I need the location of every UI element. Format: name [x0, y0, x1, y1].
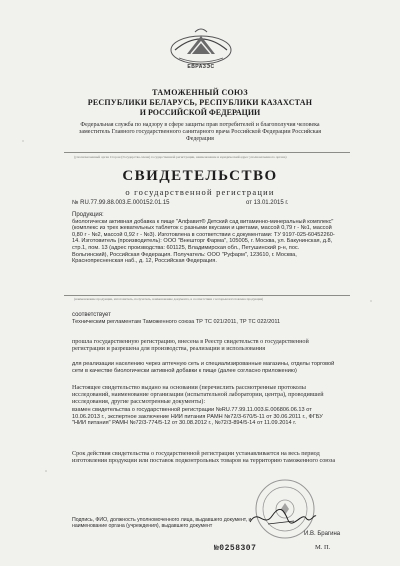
divider-line — [64, 152, 350, 153]
signature-caption: Подпись, ФИО, должность уполномоченного лица, выдавшего документ, и наименование органа (учреждения), выдавшего документ — [72, 517, 252, 529]
stamp-place-label: М. П. — [315, 544, 331, 551]
eurasec-emblem-icon — [165, 24, 237, 68]
scan-speck — [22, 140, 24, 142]
number-value: RU.77.99.88.003.Е.000152.01.15 — [80, 200, 170, 206]
document-title: СВИДЕТЕЛЬСТВО — [122, 168, 278, 184]
conformity-section — [72, 312, 336, 325]
document-subtitle: о государственной регистрации — [125, 187, 275, 197]
registration-text: прошла государственную регистрацию, внесена в Реестр свидетельств о государственной регистрации и разрешена для производства, реализации и использования — [72, 338, 309, 352]
issued-basis-intro: Настоящее свидетельство выдано на основании (перечислить рассмотренные протоколы исследований, наименование организации (испытательной лаборатории, центра), проводившей исследования, другие рассмотренные документы): — [72, 384, 324, 405]
product-section — [72, 212, 336, 265]
issued-basis-documents: взамен свидетельства о государственной регистрации №RU.77.99.11.003.Е.006806.06.13 от 10.06.2013 г., экспертное заключение НИИ питания РАМН №72/3-670/5-11 от 30.06.2011 г., ФГБУ "НИИ питания" РАМН №72/3-774/5-12 от 30.08.2012 г., №72/3-894/5-14 от 11.09.2014 г. — [72, 407, 323, 426]
divider-line — [64, 295, 350, 296]
signature-icon — [248, 506, 318, 528]
product-label: Продукция: — [72, 212, 104, 218]
number-prefix: № — [72, 200, 79, 206]
form-serial-number: №0258307 — [214, 544, 257, 553]
conformity-text: Техническим регламентам Таможенного союза ТР ТС 021/2011, ТР ТС 022/2011 — [72, 318, 281, 325]
scan-speck — [370, 300, 372, 302]
authority-caption: (уполномоченный орган Сторон (Государства-члена) государственной регистрации, наименование и юридический адрес уполномоченного органа) — [74, 155, 287, 159]
validity-text: Срок действия свидетельства о государственной регистрации устанавливается на весь период изготовления продукции или поставок подконтрольных товаров на территорию таможенного союза — [72, 450, 336, 464]
registration-scope: для реализации населению через аптечную сеть и специализированные магазины, отделы торговой сети в качестве биологически активной добавки к пище (далее согласно приложению) — [72, 361, 335, 374]
registration-number — [72, 200, 170, 206]
federation-title: И РОССИЙСКОЙ ФЕДЕРАЦИИ — [139, 108, 261, 117]
product-description: биологически активная добавка к пище "Алфавит® Детский сад витаминно-минеральный комплекс" (комплекс из трех жевательных таблеток с разными вкусами и цветами, массой 0,79 г - №1, массой 0,80 г - №2, массой 0,92 г - №3). Изготовлена в соответствии с документами: ТУ 9197-025-60452260-14. Изготовитель (производитель): ООО "Внешторг Фарма", 105005, г. Москва, ул. Бакунинская, д.8, стр.1, пом. 13 (адрес производства: 601125, Владимирская обл., Петушинский р-н, пос. Вольгинский), Российская Федерация. Получатель: ООО "Руфарм", 123610, г. Москва, Краснопресненская наб., д. 12, Российская Федерация. — [72, 218, 335, 265]
conformity-label: соответствует — [72, 312, 111, 318]
registration-date — [246, 200, 288, 206]
date-prefix: от — [246, 200, 252, 206]
date-value: 13.01.2015 г. — [253, 200, 289, 206]
emblem-label: ЕВРАЗЭС — [187, 64, 215, 70]
republics-title: РЕСПУБЛИКИ БЕЛАРУСЬ, РЕСПУБЛИКИ КАЗАХСТАН — [87, 98, 313, 107]
issuing-authority: Федеральная служба по надзору в сфере защиты прав потребителей и благополучия человека заместитель Главного государственного санитарного врача Российской Федерации Российская Федерация — [78, 122, 322, 142]
union-title: ТАМОЖЕННЫЙ СОЮЗ — [152, 88, 248, 97]
scan-speck — [45, 470, 47, 472]
signer-name: И.В. Брагина — [304, 531, 341, 537]
product-caption: (наименование продукции, изготовитель, получатель, наименование документа, в соответствии с которым изготовлена продукция) — [74, 297, 264, 301]
